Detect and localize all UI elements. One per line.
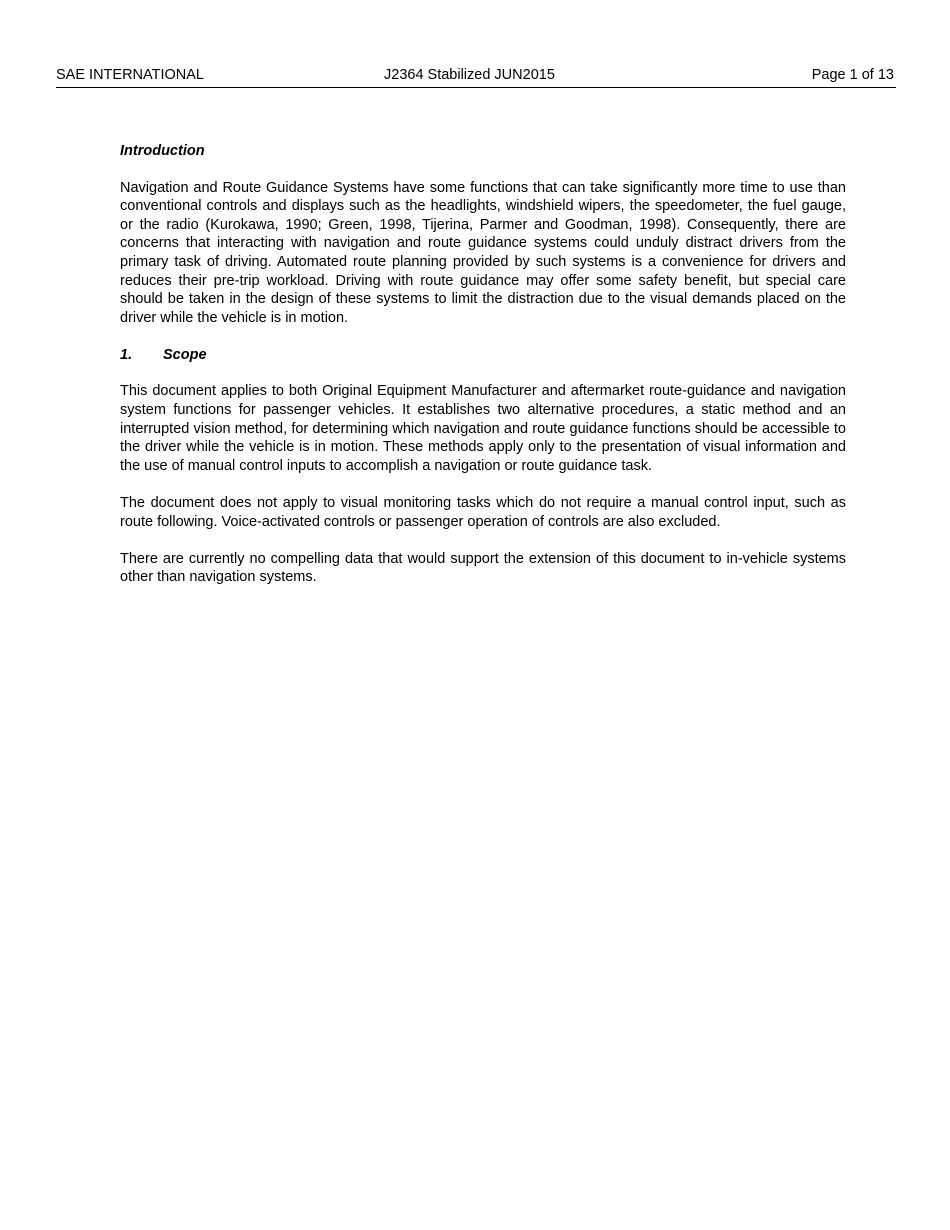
page-header (56, 67, 896, 88)
document-body (120, 142, 846, 605)
scope-section-title: Scope (163, 346, 207, 363)
scope-paragraph-2: The document does not apply to visual monitoring tasks which do not require a manual control input, such as route following. Voice-activated controls or passenger operation of controls are also excluded. (120, 494, 846, 530)
scope-paragraph-1: This document applies to both Original Equipment Manufacturer and aftermarket route-guidance and navigation system functions for passenger vehicles. It establishes two alternative procedures, a static method and an interrupted vision method, for determining which navigation and route guidance functions should be accessible to the driver while the vehicle is in motion. These methods apply only to the presentation of visual information and the use of manual control inputs to accomplish a navigation or route guidance task. (120, 383, 846, 474)
scope-heading (120, 346, 846, 365)
header-organization: SAE INTERNATIONAL (56, 67, 204, 83)
scope-paragraph-3: There are currently no compelling data that would support the extension of this document to in-vehicle systems other than navigation systems. (120, 550, 846, 586)
header-page-number: Page 1 of 13 (811, 67, 894, 83)
introduction-heading: Introduction (120, 143, 205, 159)
scope-section-number: 1. (120, 346, 133, 363)
header-document-id: J2364 Stabilized JUN2015 (384, 67, 555, 83)
introduction-paragraph: Navigation and Route Guidance Systems have some functions that can take significantly more time to use than conventional controls and displays such as the headlights, windshield wipers, the speedometer, the fuel gauge, or the radio (Kurokawa, 1990; Green, 1998, Tijerina, Parmer and Goodman, 1998). Consequently, there are concerns that interacting with navigation and route guidance systems could unduly distract drivers from the primary task of driving. Automated route planning provided by such systems is a convenience for drivers and reduces their pre-trip workload. Driving with route guidance may offer some safety benefit, but special care should be taken in the design of these systems to limit the distraction due to the visual demands placed on the driver while the vehicle is in motion. (120, 179, 846, 326)
